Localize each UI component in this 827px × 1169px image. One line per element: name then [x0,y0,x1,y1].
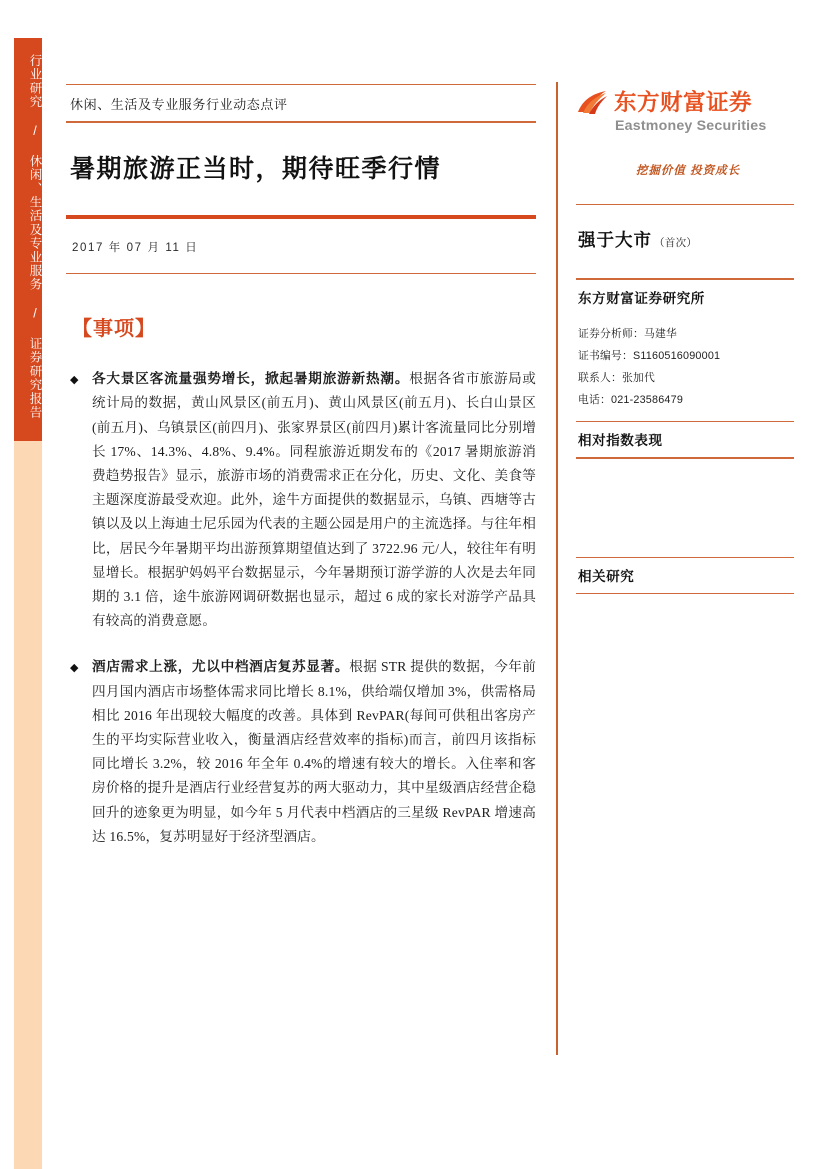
rating-block [576,205,794,278]
brand-logo [576,84,794,178]
page-title: 暑期旅游正当时，期待旺季行情 [70,154,442,183]
list-item [66,367,536,633]
related-research-placeholder [576,594,794,654]
section-heading-events: 【事项】 [72,318,156,341]
bullet-lead: 各大景区客流量强势增长，掀起暑期旅游新热潮。 [92,371,410,387]
main-column [66,84,536,871]
rating-note: （首次） [654,237,698,250]
analyst-name: 证券分析师：马建华 [578,327,677,340]
diamond-bullet-icon: ◆ [70,374,79,387]
bullet-body [92,367,536,633]
logo-name-en: Eastmoney Securities [615,118,767,134]
section-title-performance: 相对指数表现 [578,433,663,449]
bullet-text: 根据 STR 提供的数据，今年前四月国内酒店市场整体需求同比增长 8.1%，供给端仅增加 3%，供需格局相比 2016 年出现较大幅度的改善。具体到 RevPAR(每间可供租出客房产生的平均实际营业收入，衡量酒店经营效率的指标)而言，前四月该指标同比增长 3.2%，较 2016 年全年 0.4%的增速有较大的增长。入住率和客房价格的提升是酒店行业经营复苏的两大驱动力，其中星级酒店经营企稳回升的迹象更为明显，如今年 5 月代表中档酒店的三星级 RevPAR 增速高达 16.5%，复苏明显好于经济型酒店。 [92,659,536,844]
section-title-related: 相关研究 [578,568,635,584]
swoosh-arrow-icon [576,90,608,116]
analyst-license: 证书编号：S1160516090001 [578,349,721,362]
analyst-contact: 联系人：张加代 [578,371,655,384]
spine-category-label: 行业研究 / 休闲、生活及专业服务 / 证券研究报告 [28,54,42,420]
logo-tagline: 挖掘价值 投资成长 [635,165,741,177]
logo-row [576,90,794,116]
spine-band-light [14,441,42,1169]
logo-name-cn: 东方财富证券 [614,90,753,115]
column-divider [556,82,558,1055]
performance-chart-placeholder [576,459,794,557]
report-subtitle: 休闲、生活及专业服务行业动态点评 [70,97,288,113]
diamond-bullet-icon: ◆ [70,662,79,675]
research-institute: 东方财富证券研究所 [578,290,705,306]
report-date: 2017 年 07 月 11 日 [72,241,199,254]
bullet-body [92,655,536,849]
rating-value: 强于大市 [578,230,652,251]
list-item [66,655,536,849]
events-bullet-list [66,341,536,849]
bullet-text: 根据各省市旅游局或统计局的数据，黄山风景区(前五月)、黄山风景区(前五月)、长白山景区(前五月)、乌镇景区(前四月)、张家界景区(前四月)累计客流量同比分别增长 17%、14.3%、4.8%、9.4%。同程旅游近期发布的《2017 暑期旅游消费趋势报告》显示，旅游市场的消费需求正在分化，历史、文化、美食等主题深度游最受欢迎。此外，途牛方面提供的数据显示，乌镇、西塘等古镇以及以上海迪士尼乐园为代表的主题公园是用户的主流选择。与往年相比，居民今年暑期平均出游预算期望值达到了 3722.96 元/人，较往年有明显增长。根据驴妈妈平台数据显示，今年暑期预订游学游的人次是去年同期的 3.1 倍，途牛旅游网调研数据也显示，超过 6 成的家长对游学产品具有较高的消费意愿。 [92,371,536,629]
analyst-phone: 电话：021-23586479 [578,393,684,406]
bullet-lead: 酒店需求上涨，尤以中档酒店复苏显著。 [92,659,350,675]
analyst-info-list [576,315,794,421]
side-column [576,84,794,654]
